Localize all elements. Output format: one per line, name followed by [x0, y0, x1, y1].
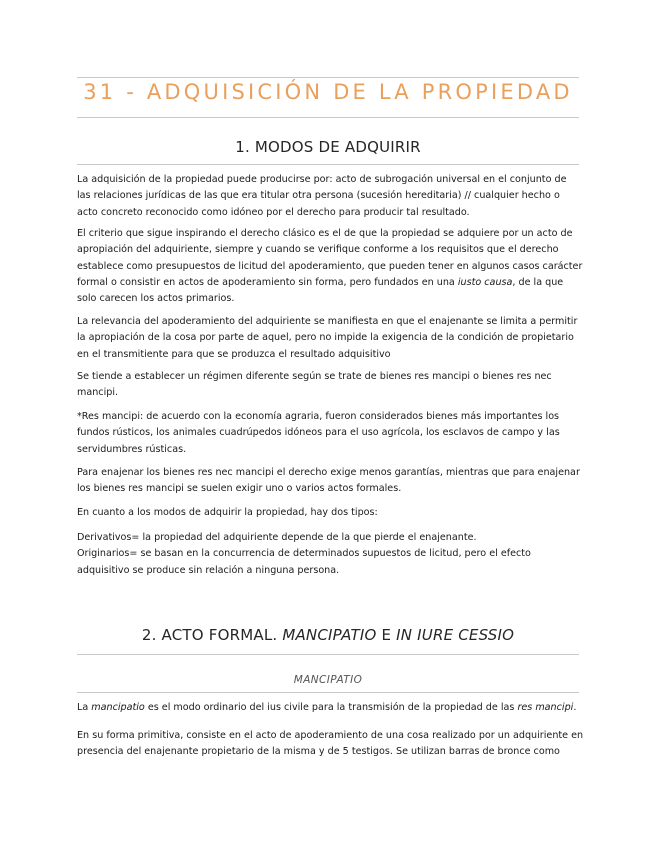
text-line: Derivativos= la propiedad del adquiriente depende de la que pierde el enajenante.	[77, 532, 477, 543]
subsection-heading-mancipatio: MANCIPATIO	[293, 674, 363, 686]
text-line: La adquisición de la propiedad puede producirse por: acto de subrogación universal en el conjunto de	[77, 174, 567, 185]
paragraph-alienation	[77, 465, 583, 498]
paragraph-derivative-original	[77, 530, 583, 579]
text-line: fundos rústicos, los animales cuadrúpedos idóneos para el uso agrícola, los esclavos de campo y las	[77, 427, 560, 439]
text-span: formal o consistir en actos de apoderamiento sin forma, pero fundados en una	[77, 276, 458, 288]
paragraph-mancipatio-definition	[77, 700, 583, 716]
res-mancipi-term: res mancipi	[517, 702, 574, 713]
page-title: 31 - ADQUISICIÓN DE LA PROPIEDAD	[83, 80, 573, 104]
text-line: las relaciones jurídicas de las que era titular otra persona (sucesión hereditaria) // cualquier hecho o	[77, 190, 560, 202]
paragraph-acquisition	[77, 172, 583, 221]
text-line: Para enajenar los bienes res nec mancipi el derecho exige menos garantías, mientras que para enajenar	[77, 467, 580, 478]
paragraph-regime	[77, 369, 583, 402]
title-top-rule	[77, 77, 579, 78]
text-line: establece como presupuestos de licitud del apoderamiento, que pueden tener en algunos casos carácter	[77, 260, 583, 272]
text-span: , de la que	[512, 276, 564, 288]
text-line: presencia del enajenante propietario de la misma y de 5 testigos. Se utilizan barras de bronce como	[77, 746, 560, 758]
section-1-heading: 1. MODOS DE ADQUIRIR	[235, 138, 421, 156]
section-2-rule	[77, 654, 579, 655]
text-span: .	[573, 702, 577, 713]
heading-in-iure-cessio: IN IURE CESSIO	[396, 626, 515, 644]
iusto-causa-term: iusto causa	[457, 276, 513, 288]
paragraph-modes-types	[77, 505, 583, 521]
text-line: mancipi.	[77, 387, 119, 399]
section-2-heading	[77, 626, 579, 644]
text-line: la apropiación de la cosa por parte de aquel, pero no impide la exigencia de la condición de propietario	[77, 332, 574, 344]
text-line: En su forma primitiva, consiste en el acto de apoderamiento de una cosa realizado por un adquiriente en	[77, 730, 584, 741]
paragraph-res-mancipi	[77, 409, 583, 458]
paragraph-relevance	[77, 314, 583, 363]
heading-mancipatio: MANCIPATIO	[282, 626, 377, 644]
text-line: acto concreto reconocido como idóneo por el derecho para producir tal resultado.	[77, 206, 470, 218]
text-line: En cuanto a los modos de adquirir la propiedad, hay dos tipos:	[77, 507, 378, 518]
text-span: es el modo ordinario del ius civile para la transmisión de la propiedad de las	[144, 702, 518, 713]
text-line	[77, 275, 583, 291]
text-line: los bienes res mancipi se suelen exigir uno o varios actos formales.	[77, 483, 402, 495]
text-span: La	[77, 702, 92, 713]
text-line: servidumbres rústicas.	[77, 443, 187, 455]
heading-text: E	[376, 626, 397, 644]
subsection-rule	[77, 692, 579, 693]
text-line: Originarios= se basan en la concurrencia de determinados supuestos de licitud, pero el efecto	[77, 548, 531, 560]
text-line: en el transmitiente para que se produzca el resultado adquisitivo	[77, 348, 391, 360]
text-line: *Res mancipi: de acuerdo con la economía agraria, fueron considerados bienes más importantes los	[77, 411, 560, 422]
text-line: El criterio que sigue inspirando el derecho clásico es el de que la propiedad se adquiere por un acto de	[77, 228, 573, 239]
text-line: Se tiende a establecer un régimen diferente según se trate de bienes res mancipi o bienes res nec	[77, 371, 552, 382]
mancipatio-term: mancipatio	[91, 702, 145, 713]
paragraph-criterion	[77, 226, 583, 307]
heading-text: 2. ACTO FORMAL.	[141, 626, 283, 644]
text-line	[77, 700, 583, 716]
text-line: adquisitivo se produce sin relación a ninguna persona.	[77, 564, 340, 576]
paragraph-primitive-form	[77, 728, 583, 761]
section-1-rule	[77, 164, 579, 165]
text-line: apropiación del adquiriente, siempre y cuando se verifique conforme a los requisitos que el derecho	[77, 244, 559, 256]
title-bottom-rule	[77, 117, 579, 118]
text-line: solo carecen los actos primarios.	[77, 293, 235, 305]
text-line: La relevancia del apoderamiento del adquiriente se manifiesta en que el enajenante se limita a permitir	[77, 316, 578, 327]
